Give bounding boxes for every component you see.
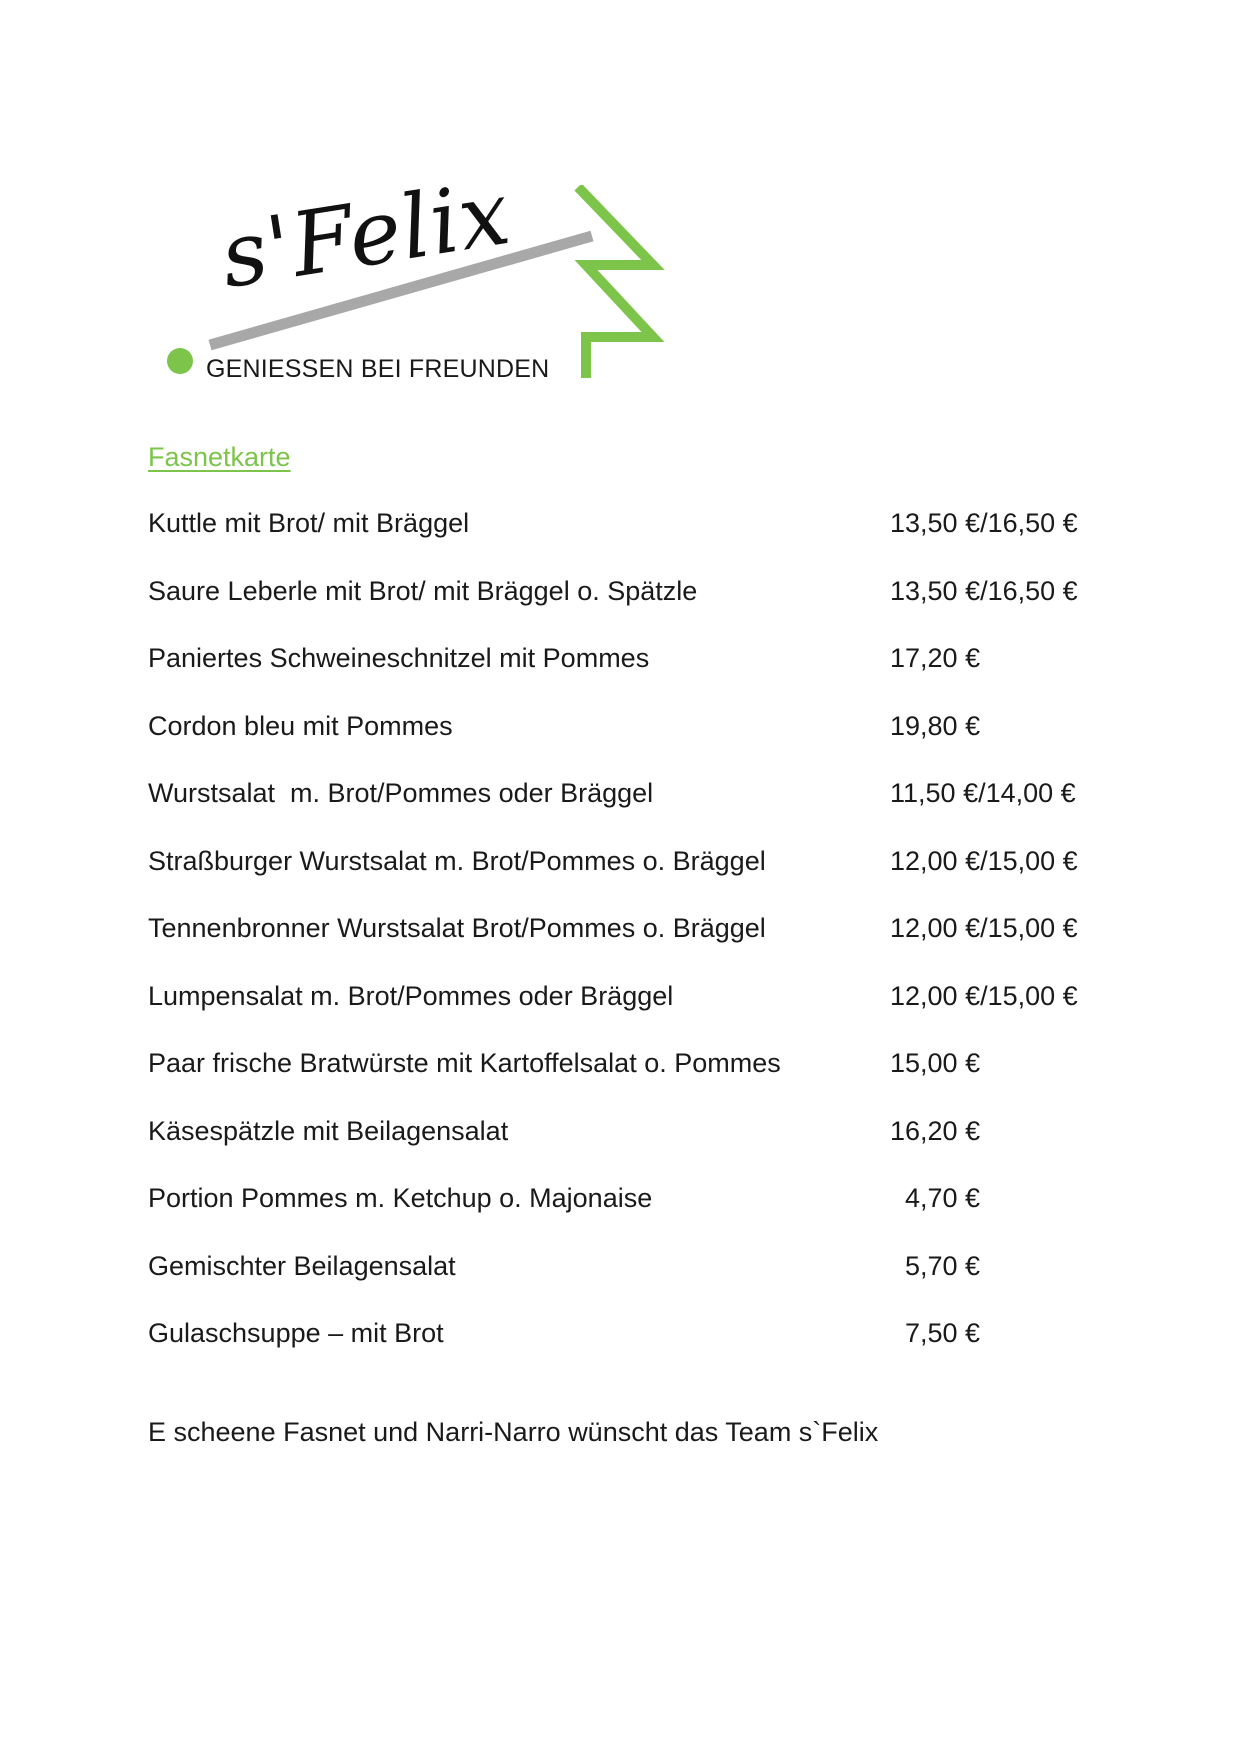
item-name: Kuttle mit Brot/ mit Bräggel	[148, 508, 470, 538]
item-name: Gemischter Beilagensalat	[148, 1250, 456, 1281]
item-price: 7,50 €	[890, 1318, 981, 1348]
item-name: Tennenbronner Wurstsalat Brot/Pommes o. Bräggel	[148, 913, 766, 943]
item-name: Cordon bleu mit Pommes	[148, 710, 453, 741]
item-name: Saure Leberle mit Brot/ mit Bräggel o. Spätzle	[148, 575, 698, 606]
menu-item	[148, 910, 1108, 978]
item-price: 13,50 €/16,50 €	[890, 575, 1078, 606]
item-name: Paniertes Schweineschnitzel mit Pommes	[148, 643, 650, 673]
item-price: 12,00 €/15,00 €	[890, 980, 1078, 1011]
menu-item	[148, 1113, 1108, 1181]
menu-item	[148, 1248, 1108, 1316]
menu-item	[148, 708, 1108, 776]
menu-list	[148, 505, 1108, 1383]
item-price: 11,50 €/14,00 €	[890, 778, 1076, 808]
menu-item	[148, 1315, 1108, 1383]
menu-item	[148, 640, 1108, 708]
item-name: Wurstsalat m. Brot/Pommes oder Bräggel	[148, 778, 654, 808]
logo-green-dot	[167, 348, 193, 374]
menu-item	[148, 978, 1108, 1046]
menu-title: Fasnetkarte	[148, 442, 291, 472]
item-price: 5,70 €	[890, 1250, 981, 1281]
item-name: Paar frische Bratwürste mit Kartoffelsalat o. Pommes	[148, 1048, 781, 1078]
menu-item	[148, 1045, 1108, 1113]
item-name: Lumpensalat m. Brot/Pommes oder Bräggel	[148, 980, 674, 1011]
item-price: 15,00 €	[890, 1048, 981, 1078]
item-price: 13,50 €/16,50 €	[890, 508, 1078, 538]
menu-item	[148, 843, 1108, 911]
logo-script-name: s'Felix	[213, 160, 518, 308]
menu-item	[148, 1180, 1108, 1248]
item-price: 4,70 €	[890, 1183, 981, 1213]
menu-item	[148, 775, 1108, 843]
menu-item	[148, 573, 1108, 641]
closing-greeting: E scheene Fasnet und Narri-Narro wünscht das Team s`Felix	[148, 1417, 879, 1447]
logo-tagline: GENIESSEN BEI FREUNDEN	[206, 355, 550, 383]
item-price: 16,20 €	[890, 1115, 981, 1146]
item-name: Portion Pommes m. Ketchup o. Majonaise	[148, 1183, 653, 1213]
item-price: 17,20 €	[890, 643, 981, 673]
item-name: Gulaschsuppe – mit Brot	[148, 1318, 444, 1348]
logo-green-zigzag	[578, 187, 653, 378]
menu-item	[148, 505, 1108, 573]
item-price: 12,00 €/15,00 €	[890, 845, 1078, 876]
item-price: 19,80 €	[890, 710, 981, 741]
item-name: Straßburger Wurstsalat m. Brot/Pommes o. Bräggel	[148, 845, 766, 876]
restaurant-logo	[150, 160, 670, 385]
item-price: 12,00 €/15,00 €	[890, 913, 1078, 943]
item-name: Käsespätzle mit Beilagensalat	[148, 1115, 509, 1146]
